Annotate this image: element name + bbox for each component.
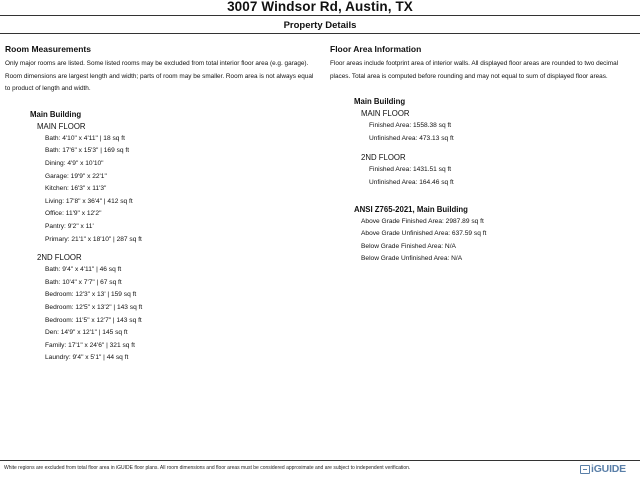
room-item: Primary: 21'1" x 18'10" | 287 sq ft <box>45 235 142 243</box>
room-measurements-section <box>5 44 315 365</box>
iguide-logo-icon <box>580 465 590 474</box>
room-item: Bedroom: 11'5" x 12'7" | 143 sq ft <box>45 316 142 324</box>
iguide-logo-text: iGUIDE <box>591 463 626 475</box>
ansi-row: Below Grade Unfinished Area: N/A <box>361 255 463 263</box>
floor-area-title: Floor Area Information <box>330 44 422 54</box>
area-row: Finished Area: 1431.51 sq ft <box>369 166 452 174</box>
area-row: Unfinished Area: 164.46 sq ft <box>369 178 454 186</box>
room-item: Kitchen: 16'3" x 11'3" <box>45 185 107 193</box>
top-rule <box>0 15 640 16</box>
floor-title-second: 2ND FLOOR <box>37 253 82 263</box>
ansi-rows <box>361 216 640 266</box>
room-item: Family: 17'1" x 24'6" | 321 sq ft <box>45 341 135 349</box>
room-item: Living: 17'8" x 36'4" | 412 sq ft <box>45 197 133 205</box>
main-building-rooms <box>30 109 315 365</box>
footer-disclaimer: White regions are excluded from total floor area in iGUIDE floor plans. All room dimensions and floor areas must be considered approximate and are subject to independent verification. <box>4 465 411 471</box>
area-row: Finished Area: 1558.38 sq ft <box>369 122 452 130</box>
room-item: Den: 14'9" x 12'1" | 145 sq ft <box>45 329 128 337</box>
page-subtitle: Property Details <box>283 20 357 31</box>
room-item: Bath: 17'6" x 15'3" | 169 sq ft <box>45 147 130 155</box>
subtitle-rule <box>0 33 640 34</box>
room-item: Bedroom: 12'3" x 13' | 159 sq ft <box>45 291 137 299</box>
ansi-row: Above Grade Unfinished Area: 637.59 sq ft <box>361 230 487 238</box>
room-item: Pantry: 9'2" x 11' <box>45 222 94 230</box>
building-title: Main Building <box>354 97 406 107</box>
iguide-logo <box>580 463 626 475</box>
room-item: Bath: 4'10" x 4'11" | 18 sq ft <box>45 134 125 142</box>
main-floor-room-list <box>45 133 315 246</box>
area-row: Unfinished Area: 473.13 sq ft <box>369 134 454 142</box>
floor-title-main: MAIN FLOOR <box>361 109 410 119</box>
room-item: Bedroom: 12'5" x 13'2" | 143 sq ft <box>45 303 143 311</box>
room-item: Bath: 9'4" x 4'11" | 46 sq ft <box>45 266 122 274</box>
main-building-areas <box>354 96 640 266</box>
room-item: Dining: 4'9" x 10'10" <box>45 159 104 167</box>
ansi-title: ANSI Z765-2021, Main Building <box>354 204 468 214</box>
room-item: Bath: 10'4" x 7'7" | 67 sq ft <box>45 278 122 286</box>
floor-area-section <box>330 44 640 266</box>
floor-title-second: 2ND FLOOR <box>361 153 406 163</box>
room-item: Garage: 19'9" x 22'1" <box>45 172 107 180</box>
room-item: Laundry: 9'4" x 5'1" | 44 sq ft <box>45 354 129 362</box>
room-measurements-title: Room Measurements <box>5 44 91 54</box>
second-floor-room-list <box>45 264 315 365</box>
ansi-row: Below Grade Finished Area: N/A <box>361 242 456 250</box>
room-measurements-notes: Only major rooms are listed. Some listed rooms may be excluded from total interior floor area (e.g. garage). Room dimensions are largest length and width; parts of room may be smaller. Room area is not always equal to product of length and width. <box>5 60 314 93</box>
ansi-row: Above Grade Finished Area: 2987.89 sq ft <box>361 217 484 225</box>
floor-area-notes: Floor areas include footprint area of interior walls. All displayed floor areas are rounded to two decimal places. Total area is computed before rounding and may not equal to sum of displayed floor areas. <box>330 60 619 80</box>
room-item: Office: 11'9" x 12'2" <box>45 210 102 218</box>
building-title: Main Building <box>30 109 82 119</box>
page-title: 3007 Windsor Rd, Austin, TX <box>227 0 413 14</box>
footer-rule <box>0 460 640 461</box>
floor-title-main: MAIN FLOOR <box>37 121 86 131</box>
